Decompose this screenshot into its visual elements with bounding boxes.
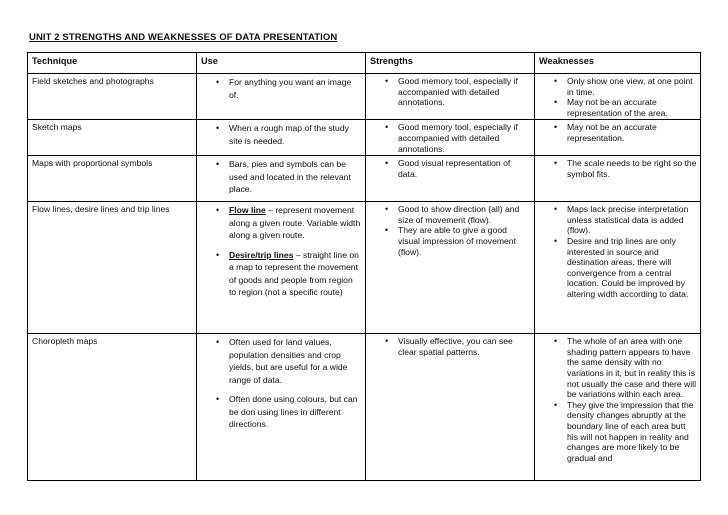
list-item [229, 249, 362, 299]
list-item: • They are able to give a good visual impression of movement (flow). [398, 225, 531, 257]
header-weaknesses: Weaknesses [535, 53, 701, 74]
weaknesses-cell [535, 334, 701, 481]
comparison-table [27, 52, 701, 481]
table-row [28, 74, 701, 120]
header-technique: Technique [28, 53, 197, 74]
use-text: – straight line on a map to represent the movement of goods and people from region to region (not a specific route) [229, 249, 359, 298]
technique-cell: Sketch maps [28, 120, 197, 156]
technique-cell: Flow lines, desire lines and trip lines [28, 202, 197, 334]
weaknesses-cell [535, 156, 701, 202]
table-row [28, 202, 701, 334]
table-row [28, 120, 701, 156]
weaknesses-cell [535, 120, 701, 156]
list-item: • For anything you want an image of. [229, 76, 362, 101]
strengths-cell [366, 74, 535, 120]
list-item: • Desire and trip lines are only interested in source and destination areas, there will convergence from a central location. Could be improved by altering width according to data. [567, 236, 697, 300]
use-term: Flow line [229, 205, 266, 216]
list-item: • Maps lack precise interpretation unless statistical data is added (flow). [567, 204, 697, 236]
list-item: • Good visual representation of data. [398, 158, 531, 179]
use-cell [197, 120, 366, 156]
use-cell [197, 202, 366, 334]
technique-cell: Choropleth maps [28, 334, 197, 481]
use-cell [197, 74, 366, 120]
list-item: • Good to show direction (all) and size of movement (flow). [398, 204, 531, 225]
list-item [229, 204, 362, 242]
list-item: • Visually effective, you can see clear spatial patterns. [398, 336, 531, 357]
list-item: • The whole of an area with one shading pattern appears to have the same density with no variations in it, but in reality this is not usually the case and there will be variations within each area. [567, 336, 697, 400]
technique-cell: Maps with proportional symbols [28, 156, 197, 202]
list-item: • They give the impression that the density changes abruptly at the boundary line of each area butt his will not happen in reality and changes are more likely to be gradual and [567, 400, 697, 464]
document-title: UNIT 2 STRENGTHS AND WEAKNESSES OF DATA PRESENTATION [29, 32, 338, 43]
list-item: • Often used for land values, population densities and crop yields, but are useful for a wide range of data. [229, 336, 362, 386]
use-cell [197, 334, 366, 481]
strengths-cell [366, 156, 535, 202]
header-use: Use [197, 53, 366, 74]
list-item: • Only show one view, at one point in time. [567, 76, 697, 97]
strengths-cell [366, 202, 535, 334]
table-row [28, 156, 701, 202]
weaknesses-cell [535, 74, 701, 120]
use-text: – represent movement along a given route. Variable width along a given route. [229, 205, 361, 241]
use-cell [197, 156, 366, 202]
list-item: • When a rough map of the study site is needed. [229, 122, 362, 147]
header-row [28, 53, 701, 74]
technique-cell: Field sketches and photographs [28, 74, 197, 120]
table-row [28, 334, 701, 481]
list-item: • The scale needs to be right so the symbol fits. [567, 158, 697, 179]
list-item: • May not be an accurate representation of the area. [567, 97, 697, 118]
list-item: • Good memory tool, especially if accompanied with detailed annotations. [398, 122, 531, 154]
list-item: • Bars, pies and symbols can be used and located in the relevant place. [229, 158, 362, 196]
header-strengths: Strengths [366, 53, 535, 74]
use-term: Desire/trip lines [229, 249, 294, 260]
strengths-cell [366, 120, 535, 156]
strengths-cell [366, 334, 535, 481]
list-item: • Good memory tool, especially if accompanied with detailed annotations. [398, 76, 531, 108]
weaknesses-cell [535, 202, 701, 334]
list-item: • Often done using colours, but can be don using lines in different directions. [229, 393, 362, 431]
list-item: • May not be an accurate representation. [567, 122, 697, 143]
